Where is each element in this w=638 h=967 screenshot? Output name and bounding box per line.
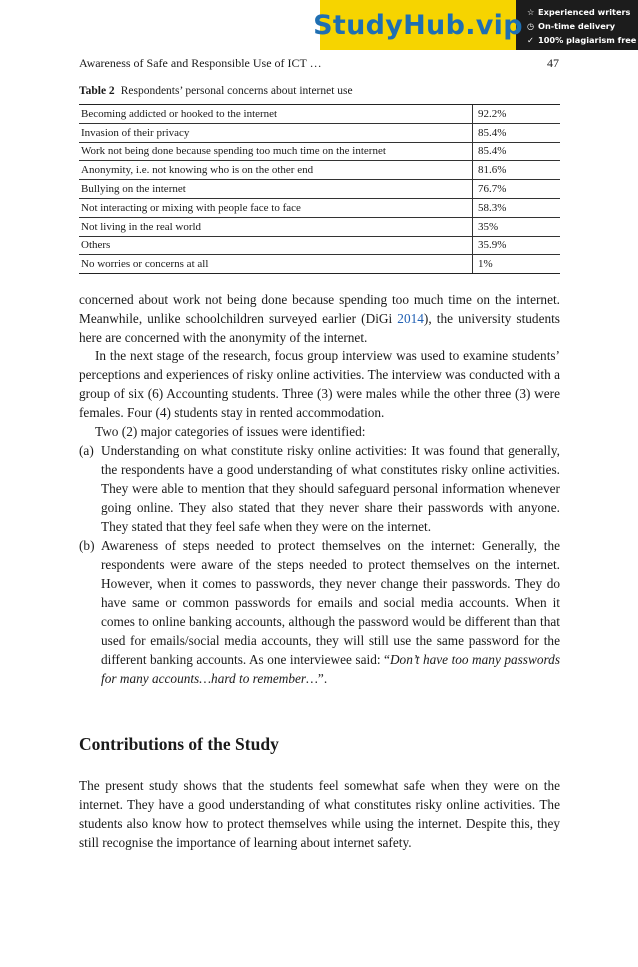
banner-feature: ☆ Experienced writers bbox=[527, 7, 631, 17]
table-cell-label: Work not being done because spending too much time on the internet bbox=[79, 143, 473, 161]
table-cell-label: Others bbox=[79, 237, 473, 255]
concerns-table bbox=[79, 104, 560, 274]
table-row bbox=[79, 143, 560, 162]
issues-list bbox=[79, 441, 560, 688]
table-caption-label: Table 2 bbox=[79, 85, 115, 97]
table-cell-label: Invasion of their privacy bbox=[79, 124, 473, 142]
star-icon: ☆ bbox=[527, 7, 535, 17]
clock-icon: ◷ bbox=[527, 21, 535, 31]
table-cell-value: 81.6% bbox=[478, 164, 507, 177]
table-caption-text: Respondents’ personal concerns about internet use bbox=[120, 85, 353, 97]
table-cell-label: Not interacting or mixing with people face to face bbox=[79, 199, 473, 217]
table-row bbox=[79, 180, 560, 199]
table-row bbox=[79, 218, 560, 237]
page-number: 47 bbox=[547, 56, 559, 70]
table-cell-label: Bullying on the internet bbox=[79, 180, 473, 198]
table-row bbox=[79, 161, 560, 180]
section-heading: Contributions of the Study bbox=[79, 734, 279, 754]
list-item bbox=[79, 441, 560, 536]
table-cell-label: Not living in the real world bbox=[79, 218, 473, 236]
studyhub-banner[interactable] bbox=[313, 0, 638, 50]
table-cell-label: No worries or concerns at all bbox=[79, 255, 473, 273]
body-paragraph: The present study shows that the students feel somewhat safe when they were on the internet. They have a good understanding of what constitutes risky online activities. The students also know how to protect themselves while using the internet. Despite this, they still recognise the importance of learning about internet safety. bbox=[79, 778, 560, 850]
body-paragraph: In the next stage of the research, focus group interview was used to examine students’ perceptions and experiences of risky online activities. The interview was conducted with a group of six (6) Accounting students. Three (3) were males while the other three (3) were females. Four (4) students stay in rented accommodation. bbox=[79, 348, 560, 420]
table-row bbox=[79, 237, 560, 256]
list-marker: (a) bbox=[79, 443, 94, 458]
table-cell-value: 85.4% bbox=[478, 145, 507, 158]
table-cell-value: 58.3% bbox=[478, 201, 507, 214]
table-row bbox=[79, 255, 560, 273]
body-paragraph: Two (2) major categories of issues were identified: bbox=[95, 424, 366, 439]
table-cell-value: 76.7% bbox=[478, 183, 507, 196]
interviewee-quote: Don’t have too many passwords for many accounts…hard to remember… bbox=[101, 652, 561, 686]
table-cell-value: 1% bbox=[478, 258, 493, 271]
table-cell-value: 92.2% bbox=[478, 107, 507, 120]
running-head: Awareness of Safe and Responsible Use of ICT … bbox=[79, 56, 322, 70]
table-cell-label: Becoming addicted or hooked to the internet bbox=[79, 105, 473, 123]
table-cell-value: 35.9% bbox=[478, 239, 507, 252]
table-row bbox=[79, 124, 560, 143]
banner-feature: ✓ 100% plagiarism free bbox=[527, 35, 637, 45]
table-cell-value: 35% bbox=[478, 220, 499, 233]
studyhub-logo[interactable]: StudyHub.vip bbox=[320, 0, 516, 50]
table-cell-value: 85.4% bbox=[478, 126, 507, 139]
citation-link[interactable]: 2014 bbox=[397, 311, 424, 326]
list-marker: (b) bbox=[79, 538, 95, 553]
body-paragraph: concerned about work not being done because spending too much time on the internet. Meanwhile, unlike schoolchildren surveyed earlier (DiGi 2014), the university students here are concerned with the anonymity of the internet. bbox=[79, 292, 560, 345]
table-row bbox=[79, 105, 560, 124]
list-text: Awareness of steps needed to protect themselves on the internet: Generally, the respondents were aware of the steps needed to protect themselves on the internet. However, when it comes to passwords, they never change their passwords. They do have same or common passwords for emails and social media accounts. When it comes to online banking accounts, although the password would be different than that used for emails/social media accounts, they will still use the same password for the different banking accounts. As one interviewee said: “Don’t have too many passwords for many accounts…hard to remember…”. bbox=[101, 538, 561, 686]
banner-feature-list bbox=[527, 5, 637, 47]
list-item bbox=[79, 536, 560, 688]
table-row bbox=[79, 199, 560, 218]
table-caption bbox=[79, 85, 353, 97]
list-text: Understanding on what constitute risky online activities: It was found that generally, the respondents have a good understanding of what constitutes risky online activities. They were able to mention that they should safeguard personal information whenever going online. They also stated that they never share their passwords with anyone. They stated that they feel safe when they were on the internet. bbox=[101, 443, 560, 534]
table-cell-label: Anonymity, i.e. not knowing who is on the other end bbox=[79, 161, 473, 179]
banner-feature: ◷ On-time delivery bbox=[527, 21, 616, 31]
check-icon: ✓ bbox=[527, 35, 534, 45]
